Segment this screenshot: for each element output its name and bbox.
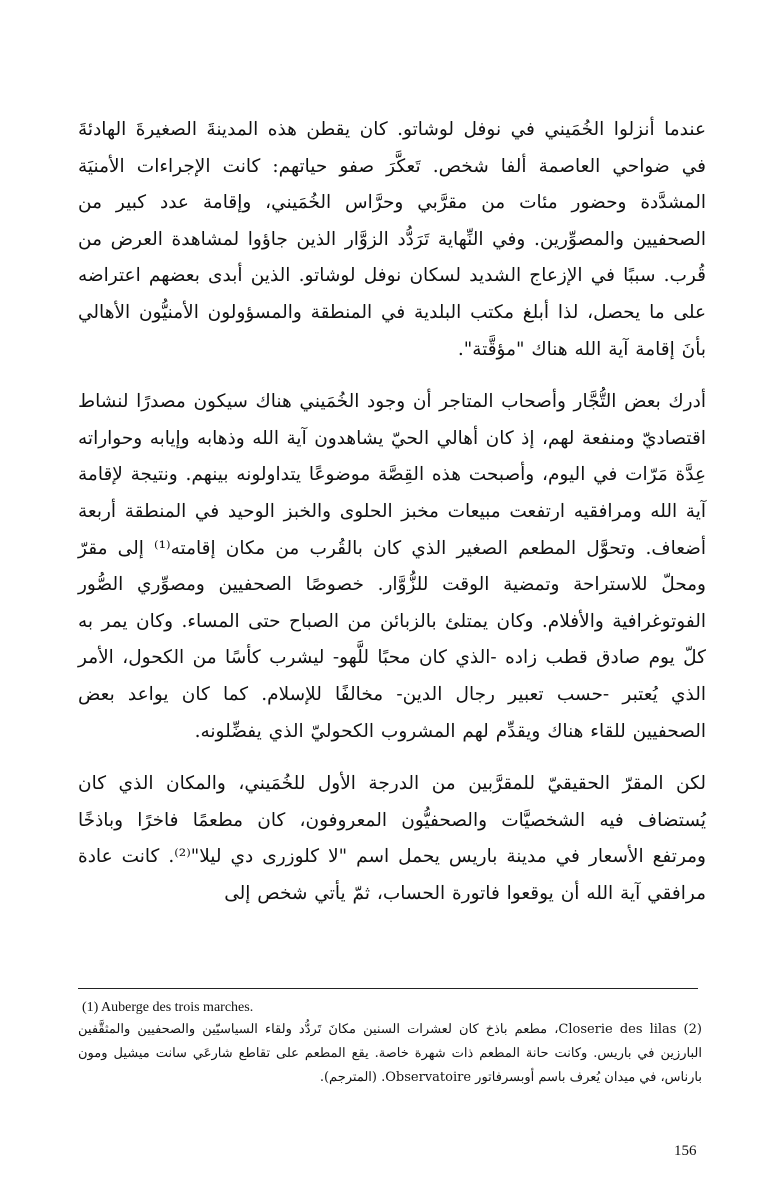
page-number: 156: [674, 1143, 697, 1159]
paragraph-3: لكن المقرّ الحقيقيّ للمقرَّبين من الدرجة الأول للخُمَيني، والمكان الذي كان يُستضاف فيه الشخصيَّات والصحفيُّون المعروفون، كان مطعمًا فاخرًا وباذخًا ومرتفع الأسعار في مدينة باريس يحمل اسم "لا كلوزرى دي ليلا"⁽²⁾. كانت عادة مرافقي آية الله أن يوقعوا فاتورة الحساب، ثمّ يأتي شخص إلى: [78, 773, 706, 904]
paragraph-1: عندما أنزلوا الخُمَيني في نوفل لوشاتو. كان يقطن هذه المدينةَ الصغيرةَ الهادئةَ في ضواحي العاصمة ألفا شخص. تَعكَّرَ صفو حياتهم: كانت الإجراءات الأمنيَة المشدَّدة وحضور مئات من مقرَّبي وحرَّاس الخُمَيني، وإقامة عدد كبير من الصحفيين والمصوِّرين. وفي النِّهاية تَرَدُّد الزوَّار الذين جاؤوا لمشاهدة العرض من قُرب. سببًا في الإزعاج الشديد لسكان نوفل لوشاتو. الذين أبدى بعضهم اعتراضه على ما يحصل، لذا أبلغ مكتب البلدية في المنطقة والمسؤولون الأمنيُّون الأهالي بأنَ إقامة آية الله هناك "مؤقَّتة".: [78, 119, 706, 360]
paragraph-2: أدرك بعض التُّجَّار وأصحاب المتاجر أن وجود الخُمَيني هناك سيكون مصدرًا لنشاط اقتصاديّ ومنفعة لهم، إذ كان أهالي الحيّ يشاهدون آية الله وذهابه وإيابه وحواراته عِدَّة مَرّات في اليوم، وأصبحت هذه القِصَّة موضوعًا يتداولونه بينهم. ونتيجة لإقامة آية الله ومرافقيه ارتفعت مبيعات مخبز الحلوى والخبز الوحيد في المنطقة أربعة أضعاف. وتحوَّل المطعم الصغير الذي كان بالقُرب من مكان إقامته⁽¹⁾ إلى مقرّ ومحلّ للاستراحة وتمضية الوقت للزُّوَّار. خصوصًا الصحفيين ومصوِّري الصُّور الفوتوغرافية والأفلام. وكان يمتلئ بالزبائن من الصباح حتى المساء. وكان يمر به كلّ يوم صادق قطب زاده -الذي كان محبًا للَّهو- ليشرب كأسًا من الكحول، الأمر الذي يُعتبر -حسب تعبير رجال الدين- مخالفًا للإسلام. كما كان يواعد بعض الصحفيين للقاء هناك ويقدِّم لهم المشروب الكحوليّ الذي يفضِّلونه.: [78, 391, 706, 742]
footnote-divider: [78, 988, 698, 989]
footnote-2: (2) Closerie des lilas، مطعم باذخ كان لعشرات السنين مكانَ تَردُّد ولقاء السياسيّين والصحفيين والمثقَّفين البارزين في باريس. وكانت حانة المطعم ذات شهرة خاصة. يقع المطعم على تقاطع شارعَي سانت ميشيل ومون بارناس، في ميدان يُعرف باسم أوبسرفاتور Observatoire. (المترجم).: [78, 1022, 702, 1085]
main-text: [78, 112, 706, 928]
footnote-1: (1) Auberge des trois marches.: [82, 1000, 254, 1015]
